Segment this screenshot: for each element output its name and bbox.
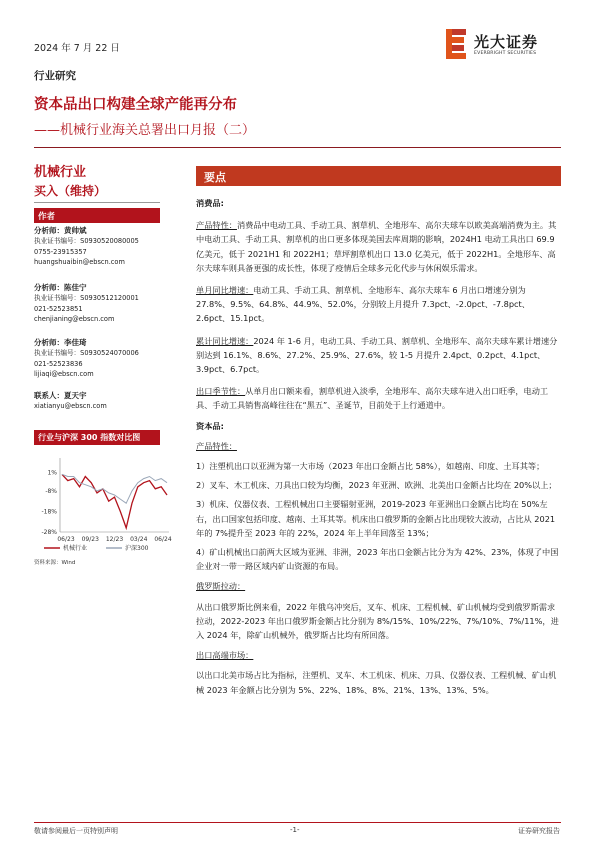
chart-y-tick-label: -8% [45,487,57,495]
logo-text-en: EVERBRIGHT SECURITIES [474,51,537,56]
analyst-name: 分析师：黄帅斌 [34,226,87,235]
chart-svg [34,450,174,575]
company-logo [446,29,561,63]
capital-item: 1）注塑机出口以亚洲为第一大市场（2023 年出口金额占比 58%），如越南、印度、土耳其等； [196,461,545,472]
analyst-phone: 0755-23915357 [34,247,87,256]
chart-legend-label: 沪深300 [125,545,149,552]
analyst-name: 分析师：李佳琦 [34,338,87,347]
disclaimer-note: 敬请参阅最后一页特别声明 [34,827,118,835]
high-end-label: 出口高端市场： [196,650,254,661]
report-category: 行业研究 [34,70,76,82]
chart-x-tick-label: 09/23 [81,536,99,543]
chart-header: 行业与沪深 300 指数对比图 [34,430,160,445]
footer-divider [34,822,561,823]
analyst-name: 分析师：陈佳宁 [34,283,87,292]
chart-y-tick-label: -28% [41,529,57,536]
para-label: 出口季节性： [196,386,246,397]
capital-item: 4）矿山机械出口前两大区域为亚洲、非洲，2023 年出口金额占比分为为 42%、23%，体现了中国企业对一带一路区域内矿山资源的布局。 [196,547,559,572]
para-label: 累计同比增速： [196,335,254,346]
para-seasonality [196,384,561,412]
para-text: 消费品中电动工具、手动工具、割草机、全地形车、高尔夫球车以欧美高端消费为主。其中电动工具、手动工具、割草机的出口更多体现美国去库周期的影响，2024H1 电动工具出口 69.9 亿美元，低于 2021H1 和 2022H1；草坪割草机出口 13.0 亿美元，低于 2022H1。全地形车、高尔夫球车则具备更强的成长性，体现了疫情后全球多元化代步与休闲娱乐需求。 [196,220,557,273]
report-title: 资本品出口构建全球产能再分布 [34,97,237,113]
para-text: 电动工具、手动工具、割草机、全地形车、高尔夫球车 6 月出口增速分别为 27.8%、9.5%、64.8%、44.9%、52.0%，分别较上月提升 7.3pct、-2.0pct、-7.8pct、2.6pct、15.1pct。 [196,285,530,324]
analyst-block [34,338,164,380]
page-number: -1- [290,826,300,834]
analyst-license: 执业证书编号：S0930512120001 [34,294,139,303]
chart-x-tick-label: 12/23 [105,536,124,543]
analyst-email[interactable]: huangshuaibin@ebscn.com [34,258,125,267]
para-label: 产品特性： [196,220,237,231]
russia-text: 从出口俄罗斯比例来看，2022 年俄乌冲突后，叉车、机床、工程机械、矿山机械均受到俄罗斯需求拉动，2022-2023 年出口俄罗斯金额占比分别为 8%/15%、10%/22%、7%/10%、7%/11%，进入 2024 年，除矿山机械外，俄罗斯占比均有所回落。 [196,601,559,641]
russia-label: 俄罗斯拉动： [196,581,246,592]
index-comparison-chart [34,450,174,575]
chart-series-line [62,474,167,528]
chart-series-line [62,474,167,503]
para-product-features [196,218,561,275]
report-type: 证券研究报告 [518,827,560,835]
analyst-email[interactable]: lijiaqi@ebscn.com [34,370,94,379]
para-text: 从单月出口额来看，割草机进入淡季，全地形车、高尔夫球车进入出口旺季，电动工具、手动工具销售高峰往往在“黑五”、圣诞节，目前处于上行通道中。 [196,386,549,411]
capital-features-label: 产品特性： [196,440,237,451]
chart-source: 资料来源：Wind [34,560,76,566]
para-monthly-growth [196,283,561,326]
high-end-text: 以出口北美市场占比为指标，注塑机、叉车、木工机床、机床、刀具、仪器仪表、工程机械、矿山机械 2023 年金额占比分别为 5%、22%、18%、8%、21%、13%、13%、5%。 [196,670,557,695]
analyst-license: 执业证书编号：S0930524070006 [34,349,139,358]
chart-y-tick-label: 1% [47,469,57,477]
para-cumulative-growth [196,334,561,377]
industry-name: 机械行业 [34,165,87,180]
consumer-heading: 消费品: [196,198,224,208]
consumer-section [196,196,561,697]
para-text: 2024 年 1-6 月，电动工具、手动工具、割草机、全地形车、高尔夫球车累计增速分别达到 16.1%、8.6%、27.2%、25.9%、27.6%，较 1-5 月提升 2.4pct、0.2pct、4.1pct、3.9pct、6.7pct。 [196,335,558,375]
capital-item: 2）叉车、木工机床、刀具出口较为均衡，2023 年亚洲、欧洲、北美出口金额占比均在 20%以上； [196,480,557,491]
author-header: 作者 [34,208,160,223]
analyst-phone: 021-52523836 [34,359,83,368]
logo-text-cn: 光大证券 [474,33,539,51]
report-subtitle: ——机械行业海关总署出口月报（二） [34,123,256,138]
sidebar-divider [34,202,160,203]
contact-name: 联系人：夏天宇 [34,391,87,400]
para-label: 单月同比增速： [196,285,254,296]
chart-x-tick-label: 06/24 [154,536,172,543]
chart-legend-label: 机械行业 [63,545,88,552]
contact-email[interactable]: xiatianyu@ebscn.com [34,402,107,411]
chart-x-tick-label: 06/23 [57,536,75,543]
analyst-license: 执业证书编号：S0930520080005 [34,237,139,246]
analyst-block [34,283,164,325]
analyst-phone: 021-52523851 [34,304,83,313]
contact-block [34,391,164,412]
report-date: 2024 年 7 月 22 日 [34,43,120,54]
everbright-logo-icon [446,29,468,59]
capital-item: 3）机床、仪器仪表、工程机械出口主要辐射亚洲，2019-2023 年亚洲出口金额占比均在 50%左右，出口国家包括印度、越南、土耳其等。机床出口俄罗斯的金额占比出现较大波动，占比从 2021 年的 7%提升至 2023 年的 22%，2024 年上半年回落至 13%； [196,499,556,538]
investment-rating: 买入（维持） [34,184,107,198]
header-divider [34,147,561,148]
chart-y-tick-label: -18% [41,508,57,516]
capital-heading: 资本品: [196,420,224,431]
analyst-block [34,226,164,268]
chart-x-tick-label: 03/24 [130,536,148,543]
analyst-email[interactable]: chenjianing@ebscn.com [34,315,115,324]
key-points-header: 要点 [196,166,561,186]
